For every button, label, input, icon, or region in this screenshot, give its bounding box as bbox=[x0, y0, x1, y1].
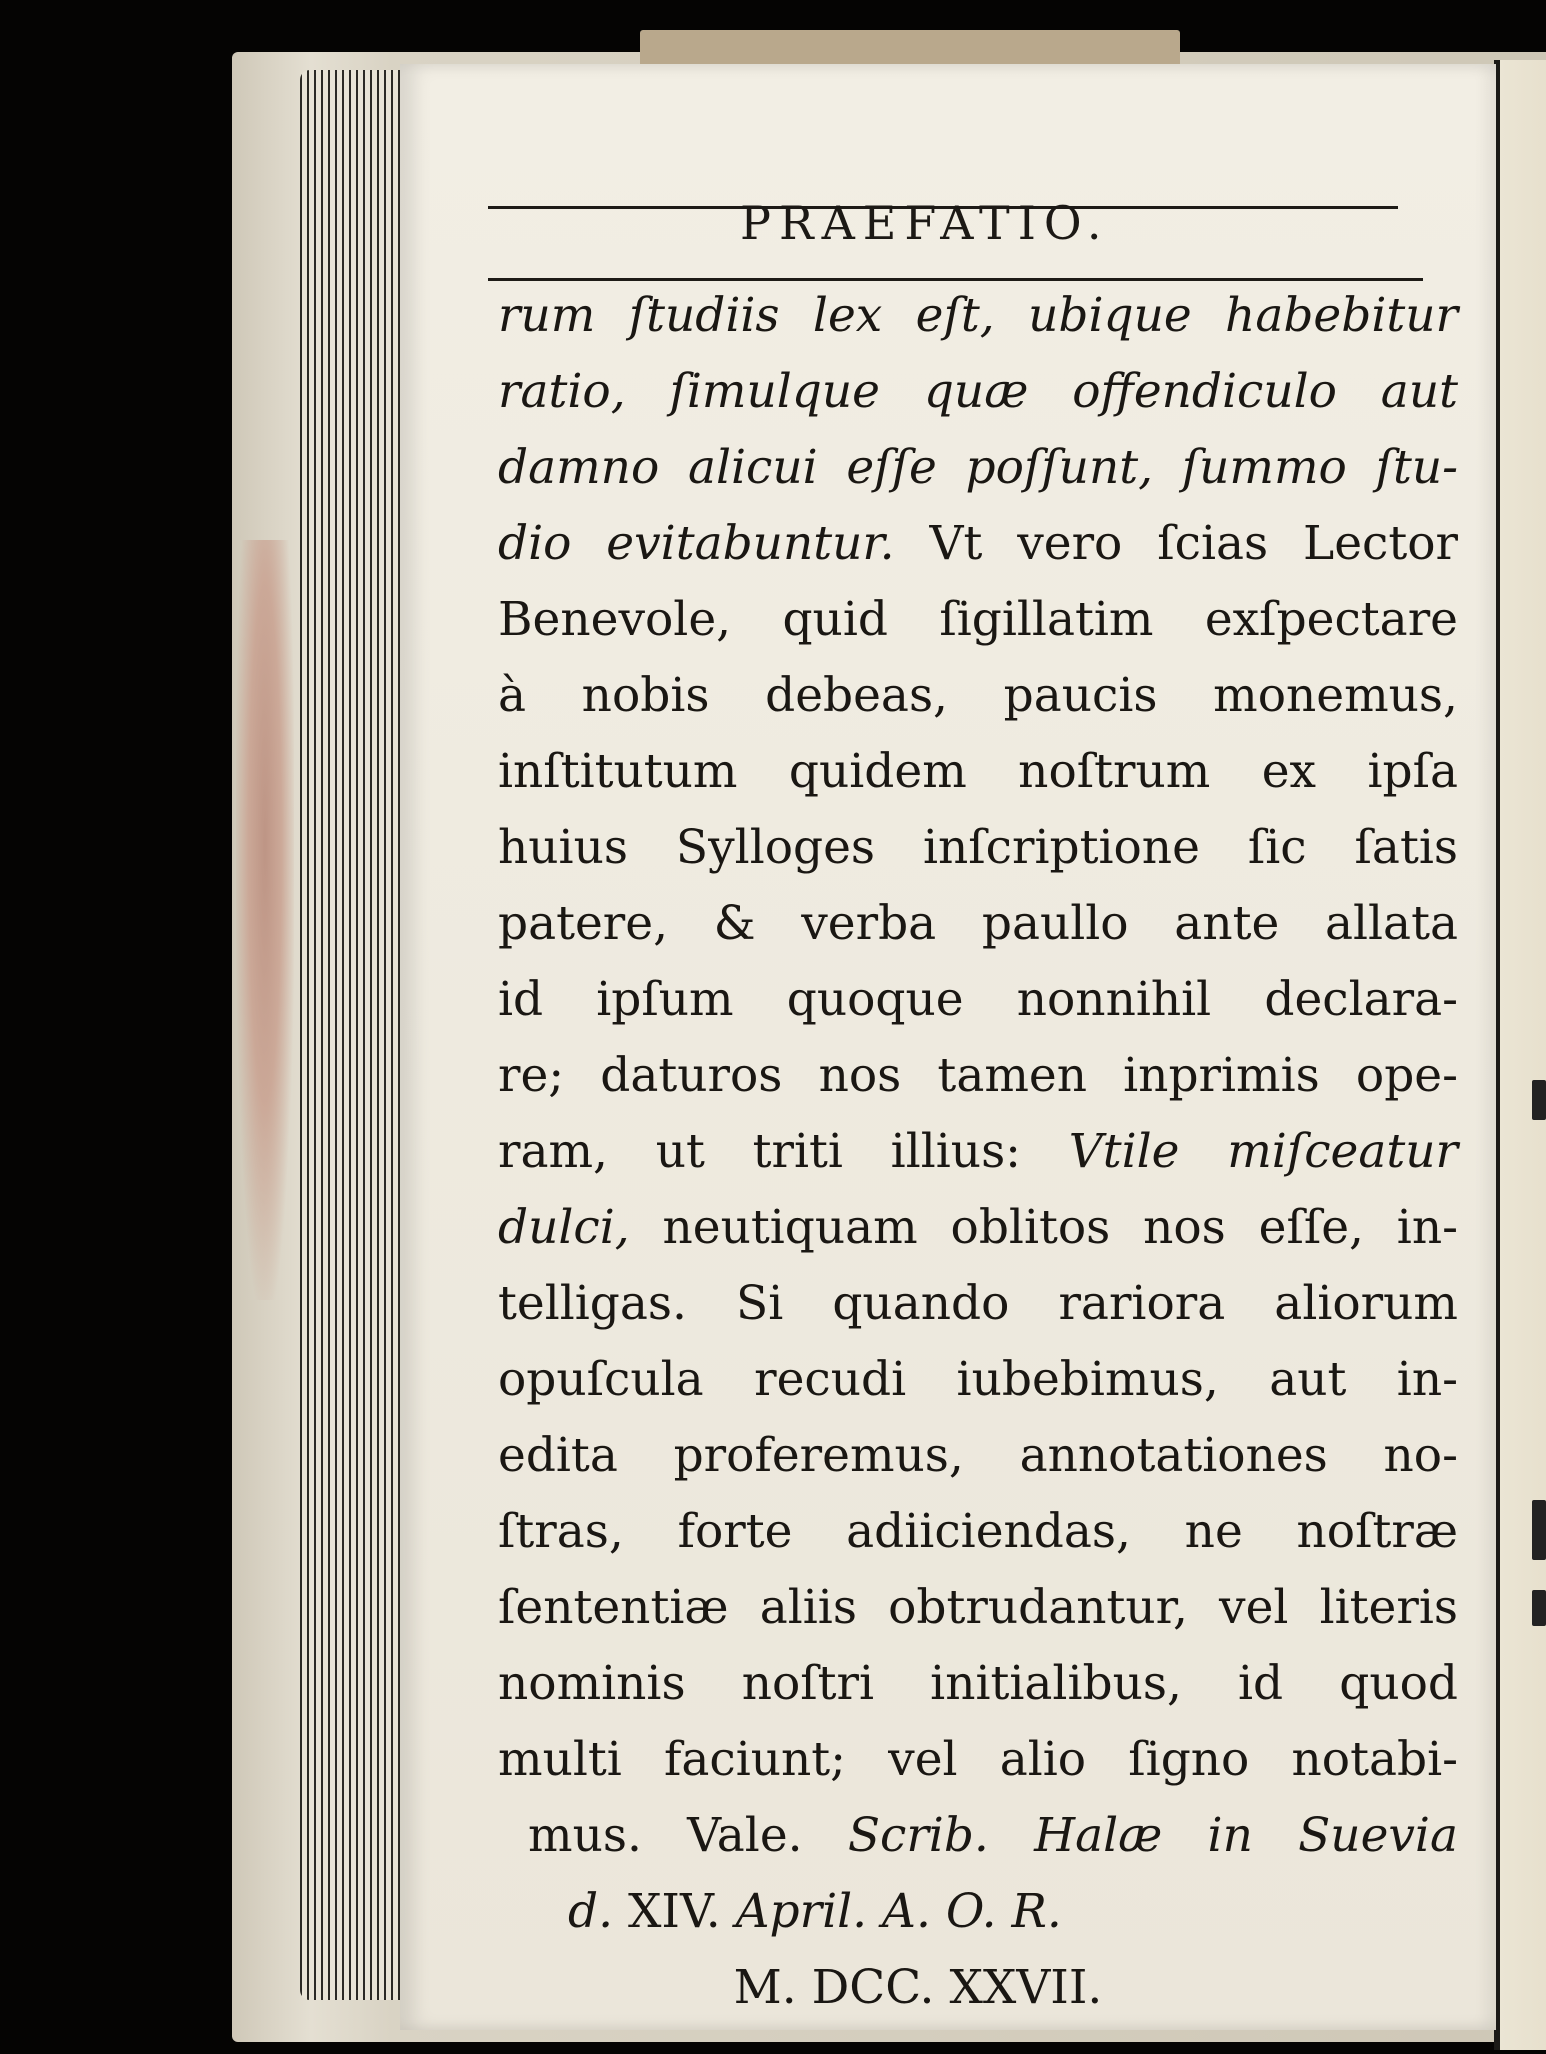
text-segment: opuſcula recudi iubebimus, aut in- bbox=[498, 1352, 1458, 1407]
text-segment: ſententiæ aliis obtrudantur, vel literis bbox=[498, 1580, 1458, 1635]
page-stack-edge bbox=[300, 70, 410, 2000]
text-line bbox=[498, 430, 1458, 506]
text-segment: ratio, ſimulque quæ offendiculo aut bbox=[498, 364, 1458, 419]
text-line bbox=[498, 1646, 1458, 1722]
text-segment: dio evitabuntur. bbox=[498, 516, 930, 571]
text-segment: M. DCC. XXVII. bbox=[733, 1960, 1103, 2015]
text-segment: telligas. Si quando rariora aliorum bbox=[498, 1276, 1458, 1331]
text-segment: ſtras, forte adiiciendas, ne noſtræ bbox=[498, 1504, 1458, 1559]
text-line bbox=[498, 886, 1458, 962]
text-segment: ram, ut triti illius: bbox=[498, 1124, 1069, 1179]
text-segment: patere, & verba paullo ante allata bbox=[498, 896, 1458, 951]
text-line bbox=[498, 734, 1458, 810]
text-segment: rum ſtudiis lex eſt, ubique habebitur bbox=[498, 288, 1458, 343]
text-segment: d. bbox=[568, 1884, 614, 1939]
text-segment: nominis noſtri initialibus, id quod bbox=[498, 1656, 1458, 1711]
text-line bbox=[498, 1418, 1458, 1494]
text-line bbox=[498, 810, 1458, 886]
text-segment: April. A. O. R. bbox=[735, 1884, 1062, 1939]
text-line bbox=[498, 278, 1458, 354]
text-line bbox=[498, 1494, 1458, 1570]
text-segment: mus. Vale. bbox=[528, 1808, 848, 1863]
text-line bbox=[498, 1038, 1458, 1114]
text-segment: inſtitutum quidem noſtrum ex ipſa bbox=[498, 744, 1458, 799]
cover-stain bbox=[236, 540, 294, 1300]
text-line bbox=[498, 1874, 1458, 1950]
text-line bbox=[498, 1114, 1458, 1190]
facing-page-mark bbox=[1532, 1080, 1546, 1120]
text-line bbox=[498, 1570, 1458, 1646]
text-line bbox=[498, 354, 1458, 430]
text-segment: XIV. bbox=[613, 1884, 736, 1939]
text-segment: id ipſum quoque nonnihil declara- bbox=[498, 972, 1458, 1027]
text-segment: dulci, bbox=[498, 1200, 630, 1255]
text-line bbox=[498, 1190, 1458, 1266]
text-segment: Benevole, quid ſigillatim exſpectare bbox=[498, 592, 1458, 647]
text-segment: Scrib. Halæ in Suevia bbox=[847, 1808, 1458, 1863]
running-head: PRAEFATIO. bbox=[740, 196, 1110, 250]
text-line bbox=[498, 582, 1458, 658]
text-segment: neutiquam oblitos nos eſſe, in- bbox=[629, 1200, 1458, 1255]
facing-page-mark bbox=[1532, 1500, 1546, 1560]
text-segment: damno alicui eſſe poſſunt, ſummo ſtu- bbox=[498, 440, 1458, 495]
text-line bbox=[498, 1722, 1458, 1798]
text-segment: multi faciunt; vel alio ſigno notabi- bbox=[498, 1732, 1458, 1787]
text-segment: Vtile miſceatur bbox=[1068, 1124, 1458, 1179]
text-line bbox=[498, 1266, 1458, 1342]
text-line bbox=[498, 506, 1458, 582]
text-line bbox=[498, 1342, 1458, 1418]
facing-page-mark bbox=[1532, 1590, 1546, 1626]
text-segment: huius Sylloges inſcriptione ſic ſatis bbox=[498, 820, 1458, 875]
text-line bbox=[498, 1950, 1458, 2026]
text-segment: Vt vero ſcias Lector bbox=[929, 516, 1458, 571]
text-segment: re; daturos nos tamen inprimis ope- bbox=[498, 1048, 1458, 1103]
text-segment: edita proferemus, annotationes no- bbox=[498, 1428, 1458, 1483]
text-line bbox=[498, 1798, 1458, 1874]
text-segment: à nobis debeas, paucis monemus, bbox=[498, 668, 1458, 723]
body-text bbox=[498, 278, 1458, 2026]
text-line bbox=[498, 962, 1458, 1038]
text-line bbox=[498, 658, 1458, 734]
facing-page-edge bbox=[1494, 60, 1546, 2050]
